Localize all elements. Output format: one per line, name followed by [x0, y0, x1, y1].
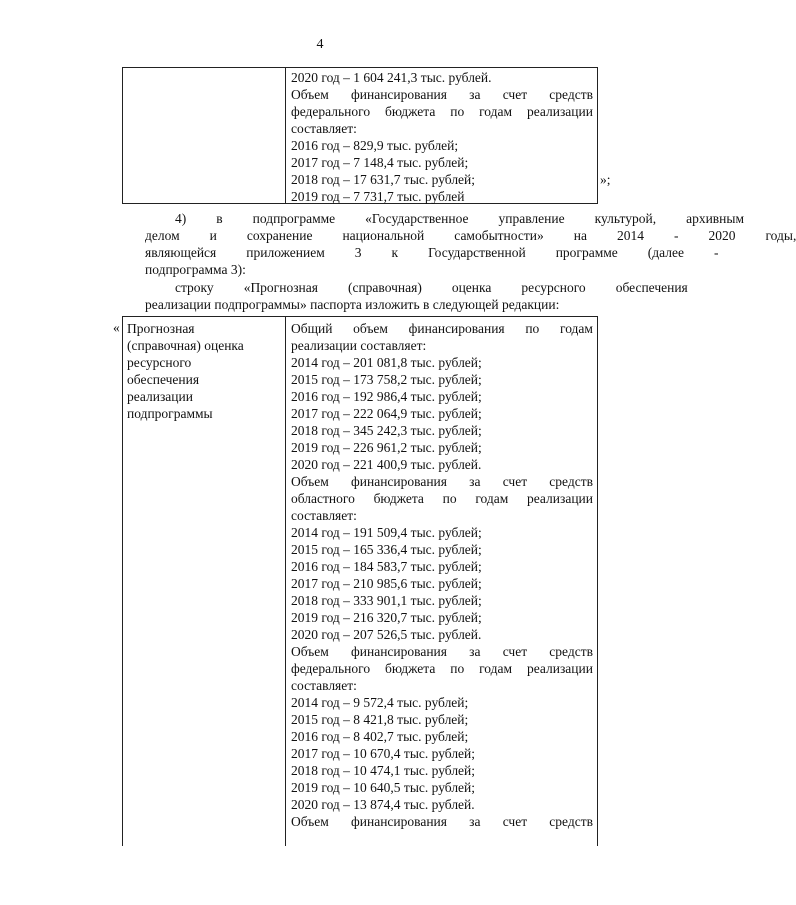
word: (далее: [647, 245, 684, 260]
text-line: обеспечения: [127, 372, 200, 387]
text-line: 2019 год – 10 640,5 тыс. рублей;: [291, 780, 476, 795]
word: строку: [175, 280, 214, 295]
word: областного: [291, 491, 355, 506]
word: на: [573, 228, 587, 243]
text-line: [115, 279, 688, 296]
text-line: [291, 813, 593, 830]
text-line: 2014 год – 191 509,4 тыс. рублей;: [291, 525, 482, 540]
word: национальной: [342, 228, 425, 243]
word: за: [469, 87, 481, 102]
text-line: 2019 год – 226 961,2 тыс. рублей;: [291, 440, 482, 455]
text-line: 2016 год – 8 402,7 тыс. рублей;: [291, 729, 469, 744]
word: Объем: [291, 474, 329, 489]
text-line: реализации: [127, 389, 193, 404]
word: счет: [502, 814, 528, 829]
text-line: [115, 210, 745, 227]
text-line: [291, 320, 593, 337]
word: годам: [479, 661, 513, 676]
word: реализации: [526, 104, 593, 119]
text-line: составляет:: [291, 678, 357, 693]
paragraph-amend-row: [115, 279, 688, 313]
text-line: [291, 86, 593, 103]
text-line: 2018 год – 345 242,3 тыс. рублей;: [291, 423, 482, 438]
word: годам: [479, 104, 513, 119]
text-line: [291, 103, 593, 120]
text-line: 2019 год – 7 731,7 тыс. рублей: [291, 189, 465, 204]
text-line: 2017 год – 222 064,9 тыс. рублей;: [291, 406, 482, 421]
text-line: реализации подпрограммы» паспорта изложить в следующей редакции:: [145, 297, 560, 312]
word: Объем: [291, 644, 329, 659]
text-line: ресурсного: [127, 355, 192, 370]
text-line: 2015 год – 165 336,4 тыс. рублей;: [291, 542, 482, 557]
word: федерального: [291, 104, 371, 119]
word: 4): [175, 211, 187, 226]
text-line: [291, 490, 593, 507]
text-line: [291, 660, 593, 677]
resource-estimate-table: [122, 316, 598, 846]
word: оценка: [451, 280, 492, 295]
text-line: реализации составляет:: [291, 338, 427, 353]
text-line: 2016 год – 829,9 тыс. рублей;: [291, 138, 459, 153]
text-line: подпрограмма 3):: [145, 262, 246, 277]
text-line: 2017 год – 210 985,6 тыс. рублей;: [291, 576, 482, 591]
word: «Государственное: [365, 211, 469, 226]
word: по: [450, 104, 465, 119]
text-line: составляет:: [291, 508, 357, 523]
word: средств: [549, 814, 593, 829]
word: 3: [354, 245, 362, 260]
text-line: [115, 244, 719, 261]
text-line: 2015 год – 173 758,2 тыс. рублей;: [291, 372, 482, 387]
text-line: 2017 год – 10 670,4 тыс. рублей;: [291, 746, 476, 761]
word: счет: [502, 474, 528, 489]
word: приложением: [246, 245, 325, 260]
word: архивным: [686, 211, 745, 226]
text-line: подпрограммы: [127, 406, 213, 421]
word: Общий: [291, 321, 333, 336]
page-number: 4: [316, 37, 324, 52]
word: сохранение: [246, 228, 313, 243]
word: Объем: [291, 87, 329, 102]
word: финансирования: [351, 644, 447, 659]
word: управление: [498, 211, 565, 226]
word: объем: [353, 321, 388, 336]
text-line: 2016 год – 192 986,4 тыс. рублей;: [291, 389, 482, 404]
text-line: 2019 год – 216 320,7 тыс. рублей;: [291, 610, 482, 625]
word: 2020: [708, 228, 736, 243]
word: средств: [549, 474, 593, 489]
table-cell-right: [291, 320, 593, 830]
word: программе: [555, 245, 618, 260]
word: за: [469, 474, 481, 489]
word: за: [469, 814, 481, 829]
text-line: (справочная) оценка: [127, 338, 244, 353]
word: культурой,: [594, 211, 657, 226]
text-line: 2020 год – 1 604 241,3 тыс. рублей.: [291, 70, 492, 85]
text-line: составляет:: [291, 121, 357, 136]
word: финансирования: [351, 87, 447, 102]
word: средств: [549, 87, 593, 102]
word: в: [216, 211, 223, 226]
word: ресурсного: [521, 280, 586, 295]
word: реализации: [527, 491, 593, 506]
column-divider: [285, 68, 286, 203]
word: за: [469, 644, 481, 659]
word: федерального: [291, 661, 371, 676]
word: к: [391, 245, 399, 260]
funding-table-continued: [122, 67, 598, 204]
text-line: 2018 год – 10 474,1 тыс. рублей;: [291, 763, 476, 778]
opening-quote: «: [113, 320, 120, 335]
word: бюджета: [373, 491, 424, 506]
word: самобытности»: [454, 228, 544, 243]
word: бюджета: [385, 661, 436, 676]
text-line: 2020 год – 221 400,9 тыс. рублей.: [291, 457, 482, 472]
column-divider: [285, 317, 286, 846]
word: средств: [549, 644, 593, 659]
text-line: 2016 год – 184 583,7 тыс. рублей;: [291, 559, 482, 574]
word: бюджета: [385, 104, 436, 119]
text-line: 2020 год – 13 874,4 тыс. рублей.: [291, 797, 475, 812]
text-line: 2020 год – 207 526,5 тыс. рублей.: [291, 627, 482, 642]
word: финансирования: [351, 474, 447, 489]
word: по: [442, 491, 457, 506]
word: -: [673, 228, 679, 243]
text-line: 2017 год – 7 148,4 тыс. рублей;: [291, 155, 469, 170]
text-line: 2018 год – 333 901,1 тыс. рублей;: [291, 593, 482, 608]
word: годам: [560, 321, 593, 336]
word: подпрограмме: [252, 211, 336, 226]
closing-quote: »;: [600, 172, 611, 187]
word: делом: [145, 228, 180, 243]
word: являющейся: [145, 245, 217, 260]
word: 2014: [616, 228, 644, 243]
word: (справочная): [347, 280, 422, 295]
word: Объем: [291, 814, 329, 829]
text-line: 2014 год – 9 572,4 тыс. рублей;: [291, 695, 469, 710]
word: счет: [502, 644, 528, 659]
word: -: [714, 245, 719, 260]
text-line: Прогнозная: [127, 321, 195, 336]
text-line: [115, 227, 796, 244]
word: обеспечения: [615, 280, 688, 295]
word: по: [450, 661, 465, 676]
text-line: 2014 год – 201 081,8 тыс. рублей;: [291, 355, 482, 370]
word: и: [209, 228, 217, 243]
word: по: [525, 321, 540, 336]
text-line: 2018 год – 17 631,7 тыс. рублей;: [291, 172, 476, 187]
word: счет: [502, 87, 528, 102]
word: годам: [475, 491, 509, 506]
table-cell-right: [291, 69, 593, 205]
table-cell-left: [127, 320, 279, 422]
text-line: [291, 643, 593, 660]
text-line: [291, 473, 593, 490]
word: финансирования: [351, 814, 447, 829]
word: Государственной: [428, 245, 526, 260]
word: реализации: [526, 661, 593, 676]
word: «Прогнозная: [243, 280, 318, 295]
word: годы,: [765, 228, 796, 243]
text-line: 2015 год – 8 421,8 тыс. рублей;: [291, 712, 469, 727]
paragraph-subprogram-3: [115, 210, 796, 278]
word: финансирования: [408, 321, 505, 336]
